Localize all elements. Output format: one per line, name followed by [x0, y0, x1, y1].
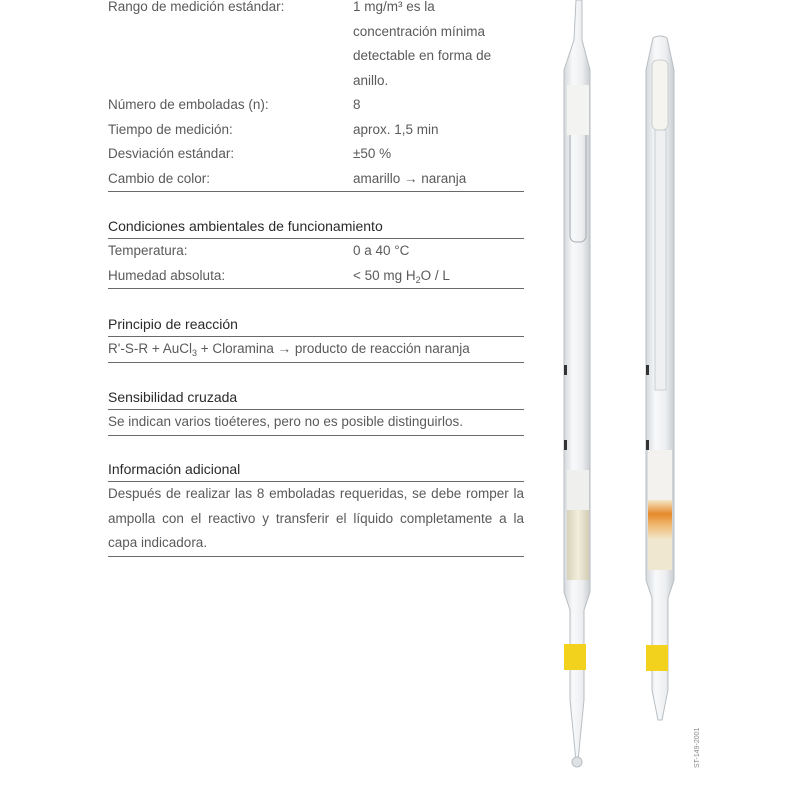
spec-value: 1 mg/m³ es la concentración mínima detectable en forma de anillo.: [353, 0, 492, 88]
divider: [108, 191, 524, 192]
reaction-section: [108, 314, 524, 363]
cross-text: Se indican varios tioéteres, pero no es posible distinguirlos.: [108, 414, 463, 429]
humidity-subscript: 2: [415, 274, 421, 285]
spec-value: 8: [353, 97, 361, 112]
ambient-label: Temperatura:: [108, 243, 188, 258]
ambient-value: [353, 264, 524, 289]
spec-label: Desviación estándar:: [108, 146, 235, 161]
tube-right: [646, 36, 674, 720]
section-heading: Información adicional: [108, 461, 241, 477]
spec-row-deviation: [108, 142, 524, 167]
divider: [108, 435, 524, 436]
section-heading: Condiciones ambientales de funcionamiento: [108, 218, 383, 234]
reaction-text: [108, 337, 524, 362]
detector-tubes-image: [540, 0, 740, 800]
section-heading: Principio de reacción: [108, 316, 238, 332]
divider: [108, 556, 524, 557]
image-code: ST-149-2001: [694, 727, 701, 768]
cross-section: [108, 387, 524, 436]
reaction-prefix: R'-S-R + AuCl: [108, 341, 192, 356]
ambient-row-temperature: [108, 239, 524, 264]
spec-row-time: [108, 118, 524, 143]
reaction-subscript: 3: [191, 348, 197, 358]
tube-left: [564, 0, 590, 767]
spec-label: Cambio de color:: [108, 170, 211, 186]
spec-table: [108, 0, 524, 192]
spec-value: amarillo → naranja: [353, 170, 467, 186]
humidity-suffix: O / L: [420, 267, 450, 283]
spec-value: aprox. 1,5 min: [353, 121, 439, 137]
spec-row-strokes: [108, 93, 524, 118]
ambient-section: [108, 216, 524, 289]
ambient-label: Humedad absoluta:: [108, 267, 226, 283]
spec-label: Rango de medición estándar:: [108, 0, 285, 14]
spec-row-range: [108, 0, 524, 93]
divider: [108, 288, 524, 289]
spec-row-color-change: [108, 167, 524, 192]
ambient-value: 0 a 40 °C: [353, 243, 410, 258]
info-section: [108, 459, 524, 557]
spec-label: Número de emboladas (n):: [108, 97, 269, 112]
reaction-suffix: + Cloramina → producto de reacción naranja: [197, 341, 470, 356]
spec-label: Tiempo de medición:: [108, 121, 233, 137]
section-heading: Sensibilidad cruzada: [108, 389, 238, 405]
divider: [108, 362, 524, 363]
info-text: Después de realizar las 8 emboladas requeridas, se debe romper la ampolla con el reactivo y transferir el líquido completamente a la capa indicadora.: [108, 486, 524, 550]
spec-value: ±50 %: [353, 146, 392, 161]
ambient-row-humidity: [108, 264, 524, 289]
humidity-prefix: < 50 mg H: [353, 267, 416, 283]
